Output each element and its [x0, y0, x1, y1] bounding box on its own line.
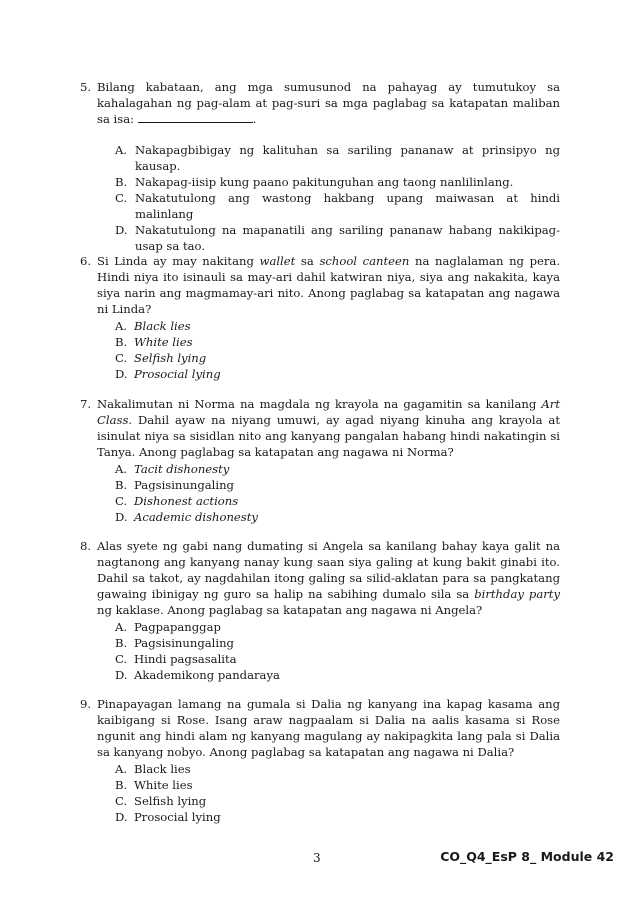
- question-stem: Nakalimutan ni Norma na magdala ng krayola na gagamitin sa kanilang Art Class. Dahil ayaw na niyang umuwi, ay agad niyang kinuha ang krayola at isinulat niya sa sisidlan nito ang kanyang pangalan habang hindi nakatingin si Tanya. Anong paglabag sa katapatan ang nagawa ni Norma?: [97, 397, 560, 459]
- option-b: B. Nakapag-iisip kung paano pakitunguhan ang taong nanlilinlang.: [115, 175, 514, 189]
- option-a: A. Pagpapanggap: [115, 620, 221, 634]
- option-b: B. Pagsisinungaling: [115, 636, 234, 650]
- option-a: A. Black lies: [115, 762, 191, 776]
- option-a: A. Black lies: [115, 319, 191, 333]
- option-d: D. Academic dishonesty: [115, 510, 258, 524]
- question-number: 8.: [80, 539, 92, 553]
- question-number: 6.: [80, 254, 92, 268]
- option-b: B. White lies: [115, 778, 193, 792]
- option-b: B. White lies: [115, 335, 193, 349]
- option-a: A. Tacit dishonesty: [115, 462, 230, 476]
- options-list: [115, 761, 560, 825]
- question-9: [80, 696, 560, 825]
- option-b: B. Pagsisinungaling: [115, 478, 234, 492]
- answer-blank: [138, 111, 253, 123]
- option-c: C. Dishonest actions: [115, 494, 239, 508]
- question-stem: Alas syete ng gabi nang dumating si Angela sa kanilang bahay kaya galit na nagtanong ang kanyang nanay kung saan siya galing at kung bakit ginabi ito. Dahil sa takot, ay nagdahilan itong galing sa silid-aklatan para sa pangkatang gawaing ibinigay ng guro sa halip na sabihing dumalo sila sa birthday party ng kaklase. Anong paglabag sa katapatan ang nagawa ni Angela?: [97, 539, 560, 617]
- option-d: D. Nakatutulong na mapanatili ang sariling pananaw habang nakikipag-usap sa tao.: [115, 223, 560, 253]
- option-c: C. Selfish lying: [115, 794, 207, 808]
- question-6: [80, 253, 560, 382]
- options-list: [115, 142, 560, 254]
- question-8: [80, 538, 560, 683]
- question-stem: Pinapayagan lamang na gumala si Dalia ng kanyang ina kapag kasama ang kaibigang si Rose. Isang araw nagpaalam si Dalia na aalis kasama si Rose ngunit ang hindi alam ng kanyang magulang ay nakipagkita lang pala si Dalia sa kanyang nobyo. Anong paglabag sa katapatan ang nagawa ni Dalia?: [97, 697, 560, 759]
- option-d: D. Prosocial lying: [115, 367, 221, 381]
- option-c: C. Hindi pagsasalita: [115, 652, 237, 666]
- question-number: 5.: [80, 80, 92, 94]
- question-5: [80, 79, 560, 254]
- question-number: 9.: [80, 697, 92, 711]
- module-code: CO_Q4_EsP 8_ Module 42: [440, 849, 614, 864]
- options-list: [115, 619, 560, 683]
- option-d: D. Akademikong pandaraya: [115, 668, 280, 682]
- options-list: [115, 461, 560, 525]
- option-c: C. Nakatutulong ang wastong hakbang upang maiwasan at hindi malinlang: [115, 191, 560, 221]
- question-stem: Bilang kabataan, ang mga sumusunod na pahayag ay tumutukoy sa kahalagahan ng pag-alam at pag-suri sa mga paglabag sa katapatan maliban sa isa: .: [97, 80, 560, 126]
- question-7: [80, 396, 560, 525]
- option-d: D. Prosocial lying: [115, 810, 221, 824]
- option-a: A. Nakapagbibigay ng kalituhan sa sariling pananaw at prinsipyo ng kausap.: [115, 143, 560, 173]
- options-list: [115, 318, 560, 382]
- page-number: 3: [313, 851, 321, 865]
- question-stem: Si Linda ay may nakitang wallet sa school canteen na naglalaman ng pera. Hindi niya ito isinauli sa may-ari dahil katwiran niya, siya ang nakakita, kaya siya narin ang magmamay-ari nito. Anong paglabag sa katapatan ang nagawa ni Linda?: [97, 254, 561, 316]
- option-c: C. Selfish lying: [115, 351, 207, 365]
- question-number: 7.: [80, 397, 92, 411]
